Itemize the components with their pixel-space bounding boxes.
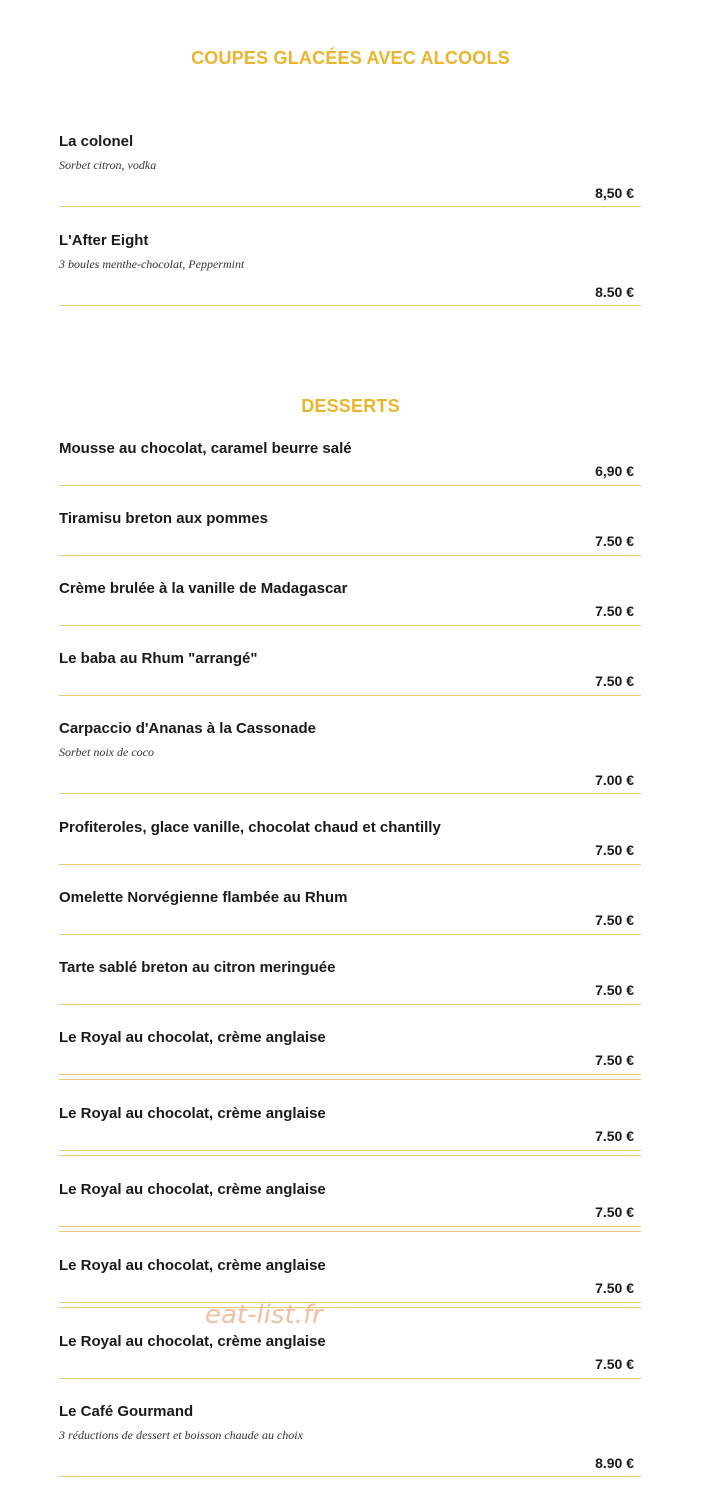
divider — [59, 485, 641, 486]
divider — [59, 934, 641, 935]
menu-item — [59, 650, 641, 700]
item-name: Le Royal au chocolat, crème anglaise — [59, 1105, 326, 1122]
double-divider — [59, 1150, 641, 1156]
menu-item — [59, 510, 641, 560]
item-price: 7.50 € — [595, 982, 634, 998]
section-title-desserts: DESSERTS — [301, 396, 400, 416]
menu-item — [59, 232, 641, 307]
divider — [59, 1004, 641, 1005]
item-price: 7.50 € — [595, 842, 634, 858]
item-price: 7.50 € — [595, 1280, 634, 1296]
menu-item — [59, 1257, 641, 1312]
item-name: Le Royal au chocolat, crème anglaise — [59, 1333, 326, 1350]
item-name: Le Café Gourmand — [59, 1403, 194, 1420]
divider — [59, 793, 641, 794]
item-description: Sorbet citron, vodka — [59, 158, 157, 172]
item-price: 8,50 € — [595, 185, 634, 201]
menu-item — [59, 1105, 641, 1160]
menu-item — [59, 1403, 641, 1478]
item-price: 7.50 € — [595, 1356, 634, 1372]
item-name: Le Royal au chocolat, crème anglaise — [59, 1257, 326, 1274]
divider — [59, 1476, 641, 1477]
double-divider — [59, 1074, 641, 1080]
item-price: 7.50 € — [595, 533, 634, 549]
item-description: Sorbet noix de coco — [59, 745, 154, 759]
item-name: Profiteroles, glace vanille, chocolat chaud et chantilly — [59, 819, 441, 836]
divider — [59, 625, 641, 626]
item-price: 8.90 € — [595, 1455, 634, 1471]
watermark: eat-list.fr — [205, 1300, 323, 1330]
divider — [59, 305, 641, 306]
item-description: 3 réductions de dessert et boisson chaude au choix — [59, 1428, 303, 1442]
menu-item — [59, 580, 641, 630]
item-description: 3 boules menthe-chocolat, Peppermint — [59, 257, 245, 271]
item-name: Carpaccio d'Ananas à la Cassonade — [59, 720, 316, 737]
menu-item — [59, 720, 641, 795]
double-divider — [59, 1302, 641, 1308]
item-name: Mousse au chocolat, caramel beurre salé — [59, 440, 352, 457]
divider — [59, 206, 641, 207]
item-price: 6,90 € — [595, 463, 634, 479]
menu-item — [59, 133, 641, 208]
menu-item — [59, 440, 641, 490]
item-price: 8.50 € — [595, 284, 634, 300]
menu-item — [59, 1029, 641, 1084]
item-price: 7.50 € — [595, 1204, 634, 1220]
item-name: L'After Eight — [59, 232, 149, 249]
menu-item — [59, 889, 641, 939]
item-price: 7.50 € — [595, 673, 634, 689]
item-price: 7.50 € — [595, 603, 634, 619]
item-name: Omelette Norvégienne flambée au Rhum — [59, 889, 348, 906]
item-price: 7.50 € — [595, 912, 634, 928]
item-name: Tiramisu breton aux pommes — [59, 510, 268, 527]
menu-item — [59, 819, 641, 869]
item-name: Tarte sablé breton au citron meringuée — [59, 959, 336, 976]
item-price: 7.50 € — [595, 1052, 634, 1068]
menu-item — [59, 959, 641, 1009]
section-title-coupes: COUPES GLACÉES AVEC ALCOOLS — [191, 48, 510, 68]
item-name: Crème brulée à la vanille de Madagascar — [59, 580, 348, 597]
item-name: Le Royal au chocolat, crème anglaise — [59, 1029, 326, 1046]
item-name: Le Royal au chocolat, crème anglaise — [59, 1181, 326, 1198]
divider — [59, 555, 641, 556]
item-name: Le baba au Rhum "arrangé" — [59, 650, 258, 667]
item-price: 7.50 € — [595, 1128, 634, 1144]
divider — [59, 695, 641, 696]
menu-item — [59, 1181, 641, 1236]
divider — [59, 864, 641, 865]
double-divider — [59, 1226, 641, 1232]
item-name: La colonel — [59, 133, 134, 150]
menu-item — [59, 1333, 641, 1383]
item-price: 7.00 € — [595, 772, 634, 788]
divider — [59, 1378, 641, 1379]
